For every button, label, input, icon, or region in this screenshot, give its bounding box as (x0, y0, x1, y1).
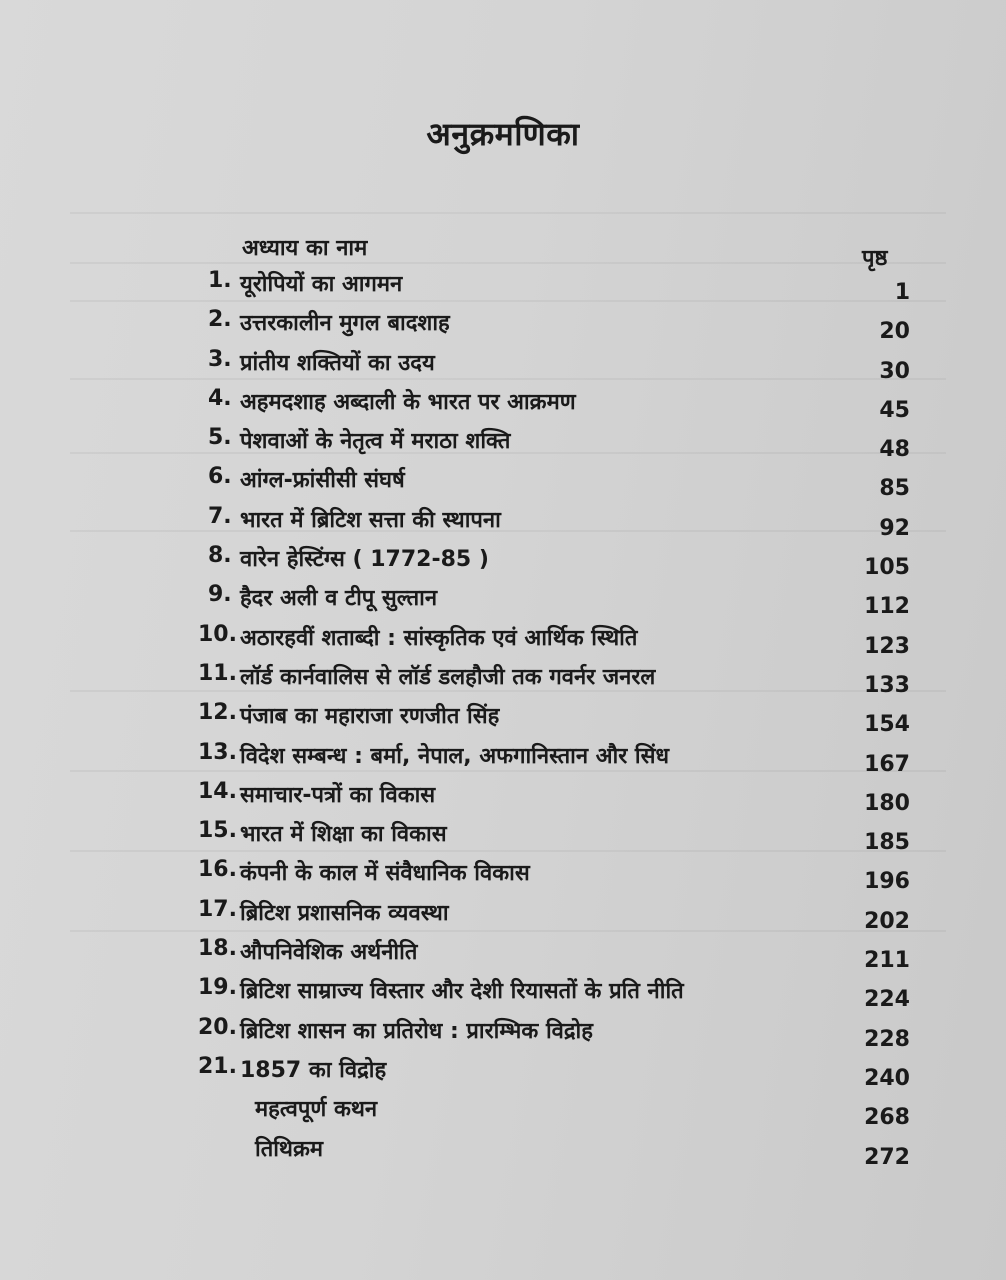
toc-entry (0, 305, 1006, 344)
chapter-title: ब्रिटिश शासन का प्रतिरोध : प्रारम्भिक विद्रोह (240, 1018, 593, 1044)
toc-entry (0, 659, 1006, 698)
toc-entry (0, 698, 1006, 737)
page-number: 202 (864, 908, 910, 934)
page-number: 268 (864, 1105, 910, 1131)
chapter-title: अहमदशाह अब्दाली के भारत पर आक्रमण (240, 389, 576, 415)
page-number: 180 (864, 790, 910, 816)
toc-entry (0, 1091, 1006, 1130)
chapter-title: पंजाब का महाराजा रणजीत सिंह (240, 704, 500, 730)
page-title: अनुक्रमणिका (426, 115, 580, 153)
toc-entry (0, 855, 1006, 894)
chapter-number: 16. (198, 857, 237, 883)
chapter-title: पेशवाओं के नेतृत्व में मराठा शक्ति (240, 429, 511, 455)
chapter-title: यूरोपियों का आगमन (240, 272, 403, 297)
bleed-through-line (70, 212, 946, 214)
chapter-number: 4. (208, 385, 232, 411)
toc-entry (0, 345, 1006, 384)
toc-entry (0, 502, 1006, 541)
chapter-number: 3. (208, 346, 232, 372)
page-number: 196 (864, 869, 910, 895)
chapter-number: 21. (198, 1053, 237, 1079)
page-number: 123 (864, 633, 910, 659)
chapter-title: प्रांतीय शक्तियों का उदय (240, 350, 435, 376)
chapter-title: हैदर अली व टीपू सुल्तान (240, 586, 438, 612)
page-number: 211 (864, 948, 910, 974)
toc-entry (0, 384, 1006, 423)
page-number: 112 (864, 594, 910, 620)
page-number: 85 (879, 476, 910, 502)
chapter-number: 19. (198, 975, 237, 1001)
page-number: 228 (864, 1026, 910, 1052)
page-number: 30 (879, 358, 910, 384)
toc-entry (0, 423, 1006, 462)
chapter-title: आंग्ल-फ्रांसीसी संघर्ष (240, 468, 405, 494)
table-of-contents (0, 266, 1006, 1170)
chapter-title: ब्रिटिश प्रशासनिक व्यवस्था (240, 900, 449, 926)
chapter-number: 7. (208, 503, 232, 529)
chapter-number: 11. (198, 660, 237, 686)
chapter-title: ब्रिटिश साम्राज्य विस्तार और देशी रियासतों के प्रति नीति (240, 979, 684, 1005)
chapter-number: 20. (198, 1014, 237, 1040)
page-number: 240 (864, 1065, 910, 1091)
toc-entry (0, 777, 1006, 816)
page-number: 1 (894, 280, 910, 305)
toc-header (0, 232, 1006, 271)
chapter-number: 6. (208, 464, 232, 490)
toc-entry (0, 541, 1006, 580)
toc-entry (0, 973, 1006, 1012)
chapter-number: 13. (198, 739, 237, 765)
toc-entry (0, 580, 1006, 619)
chapter-title: 1857 का विद्रोह (240, 1057, 387, 1083)
chapter-number: 8. (208, 543, 232, 569)
page-number: 224 (864, 987, 910, 1013)
page-number: 185 (864, 830, 910, 856)
page-number: 20 (879, 319, 910, 345)
chapter-column-heading: अध्याय का नाम (242, 236, 368, 261)
chapter-number: 9. (208, 582, 232, 608)
chapter-title: औपनिवेशिक अर्थनीति (240, 940, 418, 966)
chapter-title: महत्वपूर्ण कथन (255, 1097, 378, 1123)
toc-entry (0, 934, 1006, 973)
chapter-number: 14. (198, 778, 237, 804)
page-number: 167 (864, 751, 910, 777)
chapter-title: भारत में शिक्षा का विकास (240, 822, 447, 848)
toc-entry (0, 1052, 1006, 1091)
toc-entry (0, 266, 1006, 305)
chapter-title: कंपनी के काल में संवैधानिक विकास (240, 861, 530, 887)
chapter-number: 10. (198, 621, 237, 647)
chapter-title: विदेश सम्बन्ध : बर्मा, नेपाल, अफगानिस्तान और सिंध (240, 743, 670, 769)
chapter-number: 1. (208, 268, 232, 293)
toc-entry (0, 462, 1006, 501)
toc-entry (0, 895, 1006, 934)
chapter-number: 15. (198, 818, 237, 844)
chapter-title: भारत में ब्रिटिश सत्ता की स्थापना (240, 507, 501, 533)
chapter-number: 5. (208, 425, 232, 451)
toc-entry (0, 738, 1006, 777)
page-number: 154 (864, 712, 910, 738)
page-number: 48 (879, 437, 910, 463)
toc-entry (0, 1013, 1006, 1052)
page-number: 105 (864, 555, 910, 581)
toc-entry (0, 1131, 1006, 1170)
chapter-title: वारेन हेस्टिंग्स ( 1772-85 ) (240, 547, 489, 573)
chapter-number: 2. (208, 307, 232, 333)
chapter-title: लॉर्ड कार्नवालिस से लॉर्ड डलहौजी तक गवर्नर जनरल (240, 664, 656, 690)
page-number: 92 (879, 515, 910, 541)
toc-entry (0, 816, 1006, 855)
page-number: 272 (864, 1144, 910, 1170)
chapter-number: 18. (198, 936, 237, 962)
page-column-heading: पृष्ठ (862, 246, 888, 271)
chapter-title: अठारहवीं शताब्दी : सांस्कृतिक एवं आर्थिक स्थिति (240, 625, 638, 651)
chapter-number: 12. (198, 700, 237, 726)
toc-entry (0, 620, 1006, 659)
chapter-number: 17. (198, 896, 237, 922)
page-number: 133 (864, 672, 910, 698)
chapter-title: तिथिक्रम (255, 1136, 324, 1162)
chapter-title: समाचार-पत्रों का विकास (240, 782, 436, 808)
chapter-title: उत्तरकालीन मुगल बादशाह (240, 311, 450, 337)
page-number: 45 (879, 397, 910, 423)
